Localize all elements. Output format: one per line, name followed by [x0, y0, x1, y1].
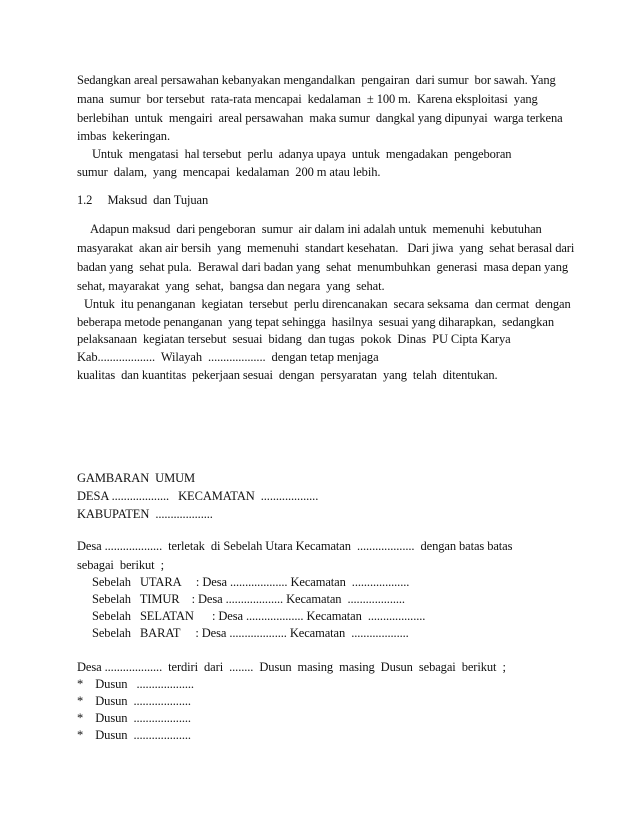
batas-intro: sebagai berikut ;: [77, 558, 164, 572]
dusun-item: * Dusun ...................: [77, 677, 194, 691]
paragraph-line: masyarakat akan air bersih yang memenuhi standart kesehatan. Dari jiwa yang sehat berasal dari: [77, 241, 575, 255]
paragraph-line: sehat, mayarakat yang sehat, bangsa dan negara yang sehat.: [77, 279, 385, 293]
batas-item: Sebelah TIMUR : Desa ................... Kecamatan ...................: [92, 592, 405, 606]
paragraph-line: Sedangkan areal persawahan kebanyakan mengandalkan pengairan dari sumur bor sawah. Yang: [77, 73, 556, 87]
desa-kecamatan-line: DESA ................... KECAMATAN ...................: [77, 489, 319, 503]
paragraph-line: mana sumur bor tersebut rata-rata mencapai kedalaman ± 100 m. Karena eksploitasi yang: [77, 92, 538, 106]
gambaran-title: GAMBARAN UMUM: [77, 471, 196, 485]
dusun-item: * Dusun ...................: [77, 711, 191, 725]
kabupaten-line: KABUPATEN ...................: [77, 507, 213, 521]
paragraph-line: berlebihan untuk mengairi areal persawahan maka sumur dangkal yang dipunyai warga terkena: [77, 111, 563, 125]
paragraph-line: kualitas dan kuantitas pekerjaan sesuai dengan persyaratan yang telah ditentukan.: [77, 368, 498, 382]
dusun-item: * Dusun ...................: [77, 694, 191, 708]
section-heading: 1.2 Maksud dan Tujuan: [77, 193, 209, 207]
paragraph-line: Untuk mengatasi hal tersebut perlu adanya upaya untuk mengadakan pengeboran: [92, 147, 512, 161]
batas-item: Sebelah UTARA : Desa ................... Kecamatan ...................: [92, 575, 410, 589]
batas-item: Sebelah SELATAN : Desa ................... Kecamatan ...................: [92, 609, 426, 623]
paragraph-line: Untuk itu penanganan kegiatan tersebut perlu direncanakan secara seksama dan cermat dengan: [84, 297, 571, 311]
paragraph-line: beberapa metode penanganan yang tepat sehingga hasilnya sesuai yang diharapkan, sedangkan: [77, 315, 554, 329]
paragraph-line: pelaksanaan kegiatan tersebut sesuai bidang dan tugas pokok Dinas PU Cipta Karya: [77, 332, 511, 346]
dusun-item: * Dusun ...................: [77, 728, 191, 742]
dusun-intro: Desa ................... terdiri dari ........ Dusun masing masing Dusun sebagai berikut ;: [77, 660, 506, 674]
paragraph-line: imbas kekeringan.: [77, 129, 170, 143]
paragraph-line: sumur dalam, yang mencapai kedalaman 200 m atau lebih.: [77, 165, 381, 179]
paragraph-line: Adapun maksud dari pengeboran sumur air dalam ini adalah untuk memenuhi kebutuhan: [90, 222, 542, 236]
batas-intro: Desa ................... terletak di Sebelah Utara Kecamatan ................... dengan batas batas: [77, 539, 513, 553]
paragraph-line: Kab................... Wilayah ................... dengan tetap menjaga: [77, 350, 379, 364]
batas-item: Sebelah BARAT : Desa ................... Kecamatan ...................: [92, 626, 409, 640]
paragraph-line: badan yang sehat pula. Berawal dari badan yang sehat menumbuhkan generasi masa depan yang: [77, 260, 569, 274]
